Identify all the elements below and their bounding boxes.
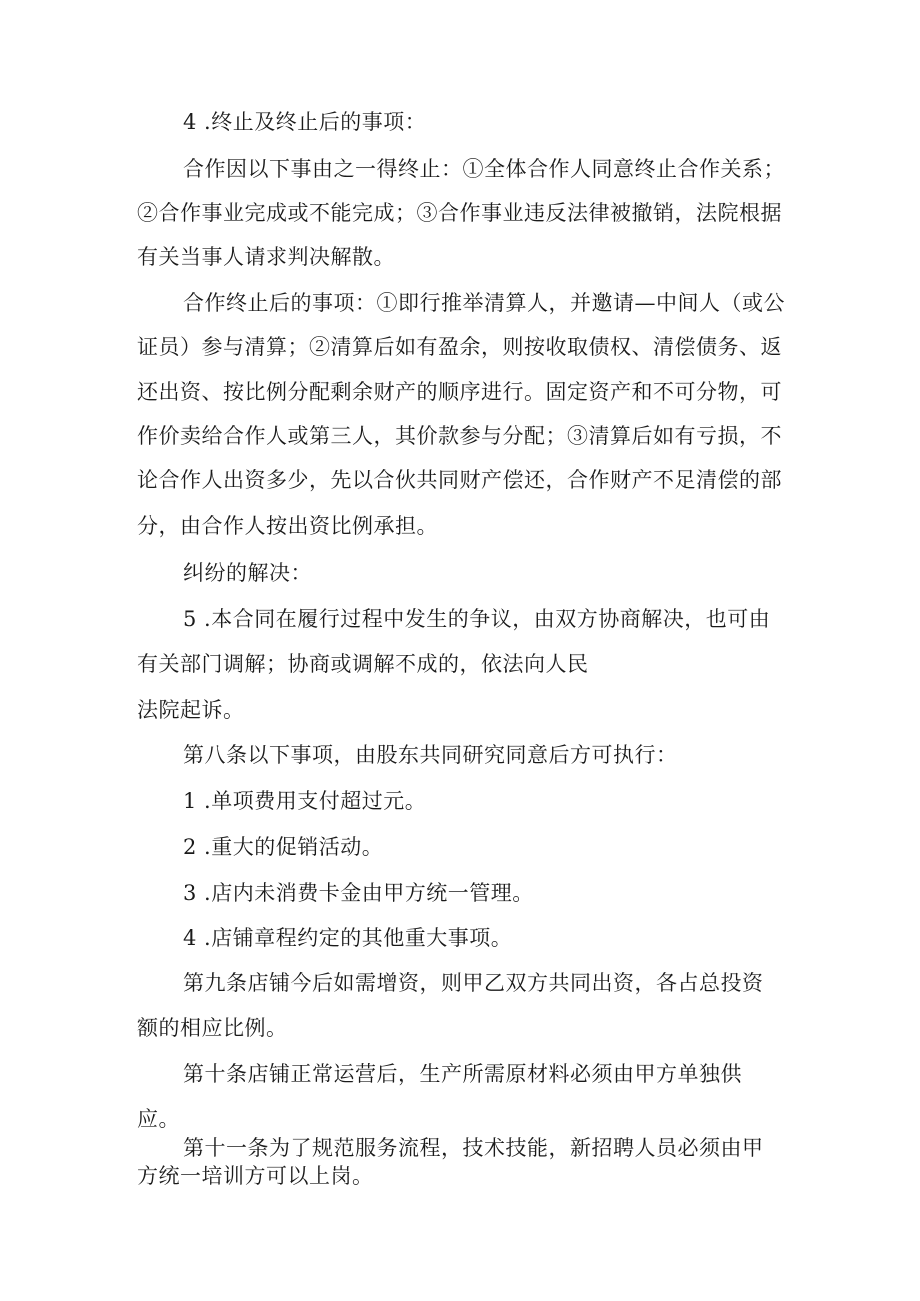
article-line: 第九条店铺今后如需增资，则甲乙双方共同出资，各占总投资 <box>183 971 764 995</box>
paragraph-line: 有关部门调解；协商或调解不成的，依法向人民 <box>137 652 589 676</box>
paragraph-line: 有关当事人请求判决解散。 <box>137 245 395 269</box>
paragraph-line: 证员）参与清算；②清算后如有盈余，则按收取债权、清偿债务、返 <box>137 335 782 359</box>
paragraph-line: 分，由合作人按出资比例承担。 <box>137 514 438 538</box>
list-item: 1 .单项费用支付超过元。 <box>183 789 427 813</box>
paragraph-line: 论合作人出资多少，先以合伙共同财产偿还，合作财产不足清偿的部 <box>137 468 782 492</box>
paragraph-line: 还出资、按比例分配剩余财产的顺序进行。固定资产和不可分物，可 <box>137 380 782 404</box>
paragraph-line: 应。 <box>137 1107 180 1131</box>
paragraph-line: 方统一培训方可以上岗。 <box>137 1164 374 1188</box>
paragraph-line: 额的相应比例。 <box>137 1016 288 1040</box>
paragraph-line: 5 .本合同在履行过程中发生的争议，由双方协商解决，也可由 <box>183 607 771 631</box>
article-line: 第八条以下事项，由股东共同研究同意后方可执行： <box>183 743 678 767</box>
article-line: 第十条店铺正常运营后，生产所需原材料必须由甲方单独供 <box>183 1062 742 1086</box>
section-heading: 4 .终止及终止后的事项： <box>183 110 427 134</box>
paragraph-line: 作价卖给合作人或第三人，其价款参与分配；③清算后如有亏损，不 <box>137 424 782 448</box>
paragraph-line: 合作终止后的事项：①即行推举清算人，并邀请—中间人（或公 <box>183 291 785 315</box>
list-item: 2 .重大的促销活动。 <box>183 835 384 859</box>
article-line: 第十一条为了规范服务流程，技术技能，新招聘人员必须由甲 <box>183 1136 764 1160</box>
paragraph-line: 法院起诉。 <box>137 698 245 722</box>
list-item: 4 .店铺章程约定的其他重大事项。 <box>183 926 513 950</box>
paragraph-line: 合作因以下事由之一得终止：①全体合作人同意终止合作关系； <box>183 157 785 181</box>
paragraph-line: ②合作事业完成或不能完成；③合作事业违反法律被撤销，法院根据 <box>137 201 782 225</box>
section-heading: 纠纷的解决： <box>183 561 312 585</box>
list-item: 3 .店内未消费卡金由甲方统一管理。 <box>183 881 534 905</box>
